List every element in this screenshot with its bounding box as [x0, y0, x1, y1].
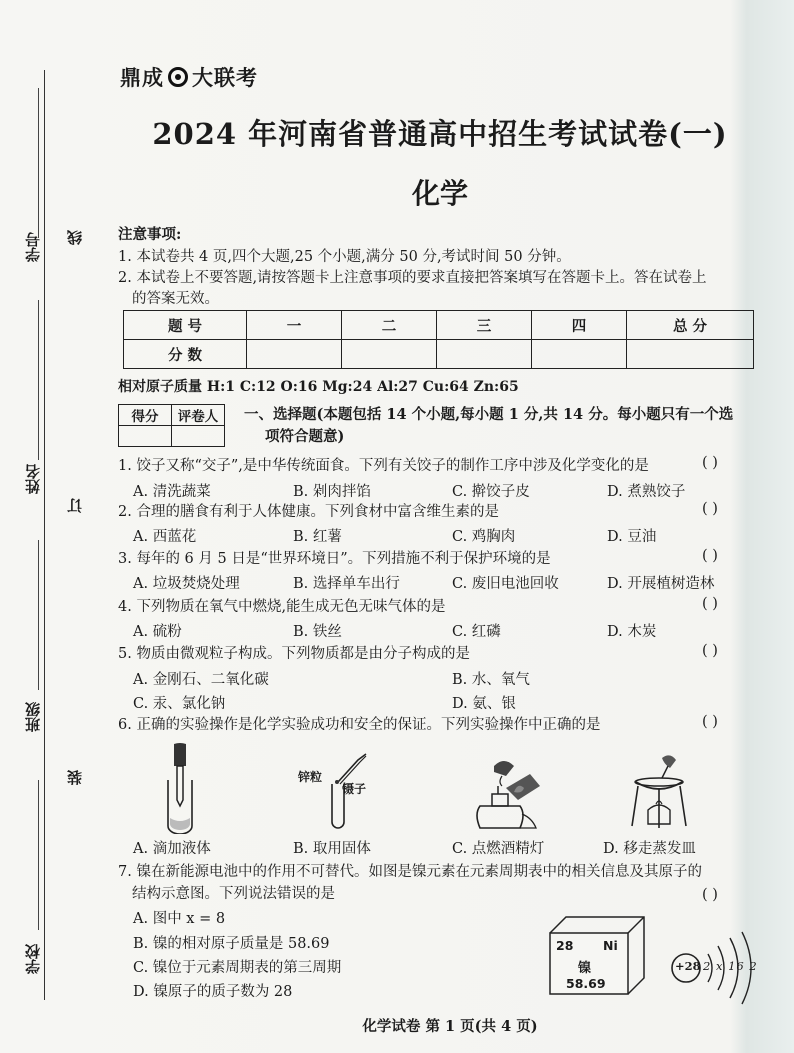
- q6-option-c: C. 点燃酒精灯: [452, 841, 545, 857]
- nickel-mass: 58.69: [566, 976, 606, 991]
- q3-option-b: B. 选择单车出行: [293, 576, 400, 592]
- q1-option-c: C. 擀饺子皮: [452, 484, 530, 500]
- mark-line: 线: [66, 230, 84, 245]
- brand-name-b: 大联考: [192, 66, 258, 90]
- class-underline: [38, 540, 39, 690]
- evaporating-dish-illustration: [624, 752, 694, 836]
- brand-logo: [120, 62, 258, 92]
- name-underline: [38, 300, 39, 460]
- q3-answer-paren: ( ): [702, 548, 718, 564]
- q7-stem-2: 结构示意图。下列说法错误的是: [132, 886, 335, 902]
- q4-answer-paren: ( ): [702, 596, 718, 612]
- score-header-2: 二: [342, 311, 437, 340]
- q2-stem: 2. 合理的膳食有利于人体健康。下列食材中富含维生素的是: [118, 504, 499, 520]
- name-label: 姓名: [24, 464, 42, 494]
- q1-option-a: A. 清洗蔬菜: [133, 484, 211, 500]
- dropper-test-tube-illustration: [150, 742, 210, 834]
- q1-stem: 1. 饺子又称“交子”,是中华传统面食。下列有关饺子的制作工序中涉及化学变化的是: [118, 458, 649, 474]
- score-cell: [437, 340, 532, 369]
- score-header-label: 题 号: [124, 311, 247, 340]
- zinc-label: 锌粒: [298, 770, 323, 784]
- q1-option-d: D. 煮熟饺子: [607, 484, 686, 500]
- mark-ding: 订: [66, 498, 84, 513]
- score-header-3: 三: [437, 311, 532, 340]
- q5-stem: 5. 物质由微观粒子构成。下列物质都是由分子构成的是: [118, 646, 470, 662]
- nickel-atomic-number: 28: [556, 938, 574, 953]
- q6-option-a: A. 滴加液体: [133, 841, 211, 857]
- q6-stem: 6. 正确的实验操作是化学实验成功和安全的保证。下列实验操作中正确的是: [118, 717, 601, 733]
- q4-option-a: A. 硫粉: [133, 624, 182, 640]
- section1-line-1: 一、选择题(本题包括 14 个小题,每小题 1 分,共 14 分。每小题只有一个选: [244, 406, 734, 423]
- grader-table: [118, 404, 225, 447]
- score-row-label: 分 数: [124, 340, 247, 369]
- nickel-electron-shells: 2 x 16 2: [703, 959, 758, 973]
- school-underline: [38, 780, 39, 930]
- score-header-total: 总 分: [627, 311, 754, 340]
- q2-option-a: A. 西蓝花: [133, 529, 197, 545]
- q5-option-b: B. 水、氧气: [452, 672, 530, 688]
- q2-answer-paren: ( ): [702, 501, 718, 517]
- score-cell: [342, 340, 437, 369]
- student-id-label: 学号: [24, 232, 42, 262]
- score-header-4: 四: [532, 311, 627, 340]
- notes-line-2: 2. 本试卷上不要答题,请按答题卡上注意事项的要求直接把答案填写在答题卡上。答在试卷上: [118, 270, 707, 286]
- q7-option-b: B. 镍的相对原子质量是 58.69: [133, 936, 330, 952]
- q3-option-a: A. 垃圾焚烧处理: [133, 576, 240, 592]
- score-header-1: 一: [247, 311, 342, 340]
- nickel-symbol: Ni: [603, 938, 618, 953]
- subject-title: 化学: [411, 177, 468, 210]
- student-id-underline: [38, 88, 39, 238]
- q5-option-a: A. 金刚石、二氧化碳: [133, 672, 269, 688]
- q6-option-b: B. 取用固体: [293, 841, 371, 857]
- q3-option-c: C. 废旧电池回收: [452, 576, 559, 592]
- school-label: 学校: [24, 944, 42, 974]
- score-table: [123, 310, 754, 369]
- q6-option-d: D. 移走蒸发皿: [603, 841, 696, 857]
- grader-score-header: 得分: [119, 405, 172, 426]
- q2-option-c: C. 鸡胸肉: [452, 529, 516, 545]
- class-label: 班级: [24, 702, 42, 732]
- q1-option-b: B. 剁肉拌馅: [293, 484, 371, 500]
- page-footer: 化学试卷 第 1 页(共 4 页): [362, 1018, 538, 1035]
- q7-answer-paren: ( ): [702, 887, 718, 903]
- q5-option-d: D. 氨、银: [452, 696, 516, 712]
- q5-answer-paren: ( ): [702, 643, 718, 659]
- notes-line-3: 的答案无效。: [132, 291, 219, 307]
- q7-option-d: D. 镍原子的质子数为 28: [133, 984, 293, 1000]
- score-cell: [627, 340, 754, 369]
- q4-option-d: D. 木炭: [607, 624, 657, 640]
- q4-option-c: C. 红磷: [452, 624, 501, 640]
- q1-answer-paren: ( ): [702, 455, 718, 471]
- q2-option-b: B. 红薯: [293, 529, 342, 545]
- q7-option-a: A. 图中 x = 8: [133, 911, 226, 927]
- grader-cell: [119, 426, 172, 447]
- section1-line-2: 项符合题意): [265, 428, 345, 445]
- q4-option-b: B. 铁丝: [293, 624, 342, 640]
- binding-line: [44, 70, 45, 1000]
- q6-answer-paren: ( ): [702, 714, 718, 730]
- exam-title: 2024 年河南省普通高中招生考试试卷(一): [152, 117, 728, 151]
- q3-stem: 3. 每年的 6 月 5 日是“世界环境日”。下列措施不利于保护环境的是: [118, 551, 551, 567]
- q4-stem: 4. 下列物质在氧气中燃烧,能生成无色无味气体的是: [118, 599, 446, 615]
- notes-heading: 注意事项:: [118, 226, 182, 243]
- mark-zhuang: 装: [66, 770, 84, 785]
- q5-option-c: C. 汞、氯化钠: [133, 696, 226, 712]
- q7-option-c: C. 镍位于元素周期表的第三周期: [133, 960, 342, 976]
- target-icon: [168, 67, 188, 87]
- q7-stem: 7. 镍在新能源电池中的作用不可替代。如图是镍元素在元素周期表中的相关信息及其原子的: [118, 864, 702, 880]
- q3-option-d: D. 开展植树造林: [607, 576, 715, 592]
- score-cell: [532, 340, 627, 369]
- grader-cell: [172, 426, 225, 447]
- alcohol-lamp-illustration: [462, 752, 562, 836]
- brand-name-a: 鼎成: [120, 66, 164, 90]
- q2-option-d: D. 豆油: [607, 529, 657, 545]
- grader-reviewer-header: 评卷人: [172, 405, 225, 426]
- nickel-name: 镍: [578, 961, 592, 976]
- tweezers-label: 镊子: [342, 782, 367, 796]
- atomic-masses: 相对原子质量 H:1 C:12 O:16 Mg:24 Al:27 Cu:64 Zn:65: [118, 379, 519, 395]
- score-cell: [247, 340, 342, 369]
- nickel-nucleus-charge: +28: [675, 959, 701, 973]
- notes-line-1: 1. 本试卷共 4 页,四个大题,25 个小题,满分 50 分,考试时间 50 分钟。: [118, 249, 571, 265]
